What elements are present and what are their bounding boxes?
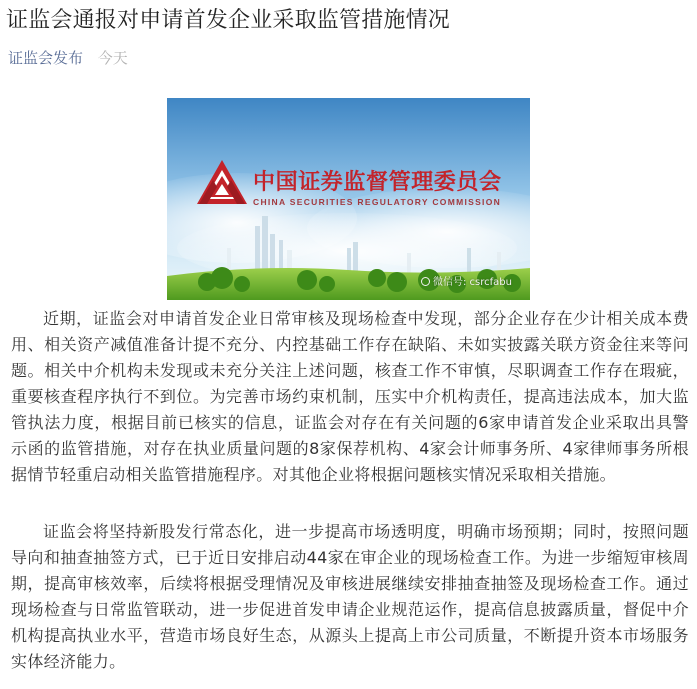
wechat-icon — [421, 277, 430, 286]
author-link[interactable]: 证监会发布 — [8, 49, 84, 67]
article-title: 证监会通报对申请首发企业采取监管措施情况 — [6, 8, 451, 33]
watermark-text: 微信号: csrcfabu — [433, 277, 512, 288]
publish-date: 今天 — [97, 49, 128, 67]
logo-text-english: CHINA SECURITIES REGULATORY COMMISSION — [253, 197, 502, 207]
body-paragraph-2: 证监会将坚持新股发行常态化，进一步提高市场透明度，明确市场预期；同时，按照问题导向和抽查抽签方式，已于近日安排启动44家在审企业的现场检查工作。为进一步缩短审核周期，提高审核效率，后续将根据受理情况及审核进展继续安排抽查抽签及现场检查工作。通过现场检查与日常监管联动，进一步促进首发申请企业规范运作，提高信息披露质量，督促中介机构提高执业水平，营造市场良好生态，从源头上提高上市公司质量，不断提升资本市场服务实体经济能力。 — [11, 522, 689, 671]
image-watermark — [421, 277, 512, 289]
article-meta — [8, 48, 128, 68]
body-paragraph-1: 近期，证监会对申请首发企业日常审核及现场检查中发现，部分企业存在少计相关成本费用、相关资产减值准备计提不充分、内控基础工作存在缺陷、未如实披露关联方资金往来等问题。相关中介机构未发现或未充分关注上述问题，核查工作不审慎，尽职调查工作存在瑕疵，重要核查程序执行不到位。为完善市场约束机制，压实中介机构责任，提高违法成本，加大监管执法力度，根据目前已核实的信息，证监会对存在有关问题的6家申请首发企业采取出具警示函的监管措施，对存在执业质量问题的8家保荐机构、4家会计师事务所、4家律师事务所根据情节轻重启动相关监管措施程序。对其他企业将根据问题核实情况采取相关措施。 — [11, 309, 689, 484]
logo-text-chinese: 中国证券监督管理委员会 — [253, 170, 502, 195]
